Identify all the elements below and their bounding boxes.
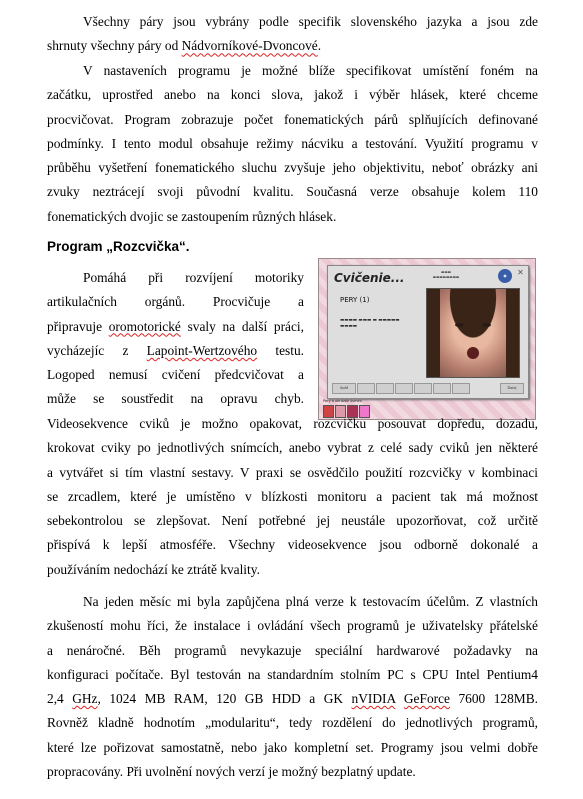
text-line: Logoped nemusí cvičení předcvičovat a — [47, 367, 304, 383]
text-line: artikulačních orgánů. Procvičuje a — [47, 294, 304, 310]
logo-icon: ◉ — [498, 269, 512, 283]
text-line: 2,4 GHz, 1024 MB RAM, 120 GB HDD a GK nVIDIA GeForce 7600 128MB. — [47, 691, 538, 707]
control-button[interactable] — [376, 383, 394, 394]
app-credits: ▬▬▬ ▬▬▬▬▬▬▬▬ — [432, 270, 460, 279]
spellcheck-word: Lapoint-Wertzového — [146, 342, 258, 358]
close-icon[interactable]: ✕ — [517, 268, 524, 277]
control-button[interactable] — [433, 383, 451, 394]
app-window — [327, 265, 529, 399]
back-button[interactable]: Späť — [332, 383, 356, 394]
thumbnail-caption: Pery a obrázok úsmev — [323, 399, 362, 403]
paragraph-2 — [47, 59, 538, 229]
text-line: Videosekvence cviků je možno opakovat, rozcvičku posouvat dopředu, dozadu, — [47, 416, 538, 431]
text-line: může se soustředit na opravu chyb. — [47, 391, 304, 407]
paragraph-4 — [47, 590, 538, 784]
text-line: připravuje oromotorické svaly na další práci, — [47, 318, 304, 334]
next-button[interactable]: Ďalej — [500, 383, 524, 394]
spellcheck-word: GeForce — [403, 691, 450, 707]
app-title: Cvičenie... — [334, 271, 405, 285]
text-line: procvičovat. Program zobrazuje počet fonematických párů splňujících definované — [47, 111, 538, 127]
program-screenshot — [318, 258, 536, 420]
text-line: používáním nedochází ke ztrátě kvality. — [47, 561, 260, 577]
spellcheck-word: GHz — [72, 691, 98, 707]
control-button[interactable] — [395, 383, 413, 394]
text-line: vycházejíc z Lapoint-Wertzového testu. — [47, 342, 304, 358]
text-line: Rovněž kladně hodnotím „modularitu“, tedy rozdělení do jednotlivých programů, — [47, 715, 538, 731]
eye-shape — [455, 323, 464, 327]
text-line: propracovány. Při uvolnění nových verzí je možný bezplatný update. — [47, 764, 416, 780]
text-line: podmínky. I tento modul obsahuje režimy nácviku a testování. Využití programu v — [47, 135, 538, 151]
text-line: a nenáročné. Běh programů nevykazuje speciální hardwarové požadavky na — [47, 642, 538, 658]
paragraph-1 — [47, 10, 538, 59]
text-line: přispívá k lepší atmosféře. Všechny videosekvence jsou odborně dokonalé a — [47, 537, 538, 553]
text-line: zkušeností mohu říci, že instalace i ovládání všech programů je uživatelsky přátelské — [47, 618, 538, 634]
control-bar — [332, 383, 524, 393]
control-button[interactable] — [357, 383, 375, 394]
control-button[interactable] — [452, 383, 470, 394]
exercise-word: PERY (1) — [340, 296, 370, 304]
text-line: sebekontrolou se zlepšovat. Není potřebné jej neustále upozorňovat, což určitě — [47, 513, 538, 529]
control-button[interactable] — [414, 383, 432, 394]
paragraph-3-continued — [47, 412, 538, 582]
text-line: se zrcadlem, které je umístěno v blízkosti monitoru a pacient tak má možnost — [47, 488, 538, 504]
exercise-instruction: ▬▬▬▬ ▬▬▬ ▬ ▬▬▬▬▬ ▬▬▬▬ — [340, 318, 400, 329]
spellcheck-word: nVIDIA — [351, 691, 396, 707]
spellcheck-word: oromotorické — [108, 318, 181, 334]
text-line: které lze pořizovat samostatně, nebo jako kompletní set. Programy jsou velmi dobře — [47, 739, 538, 755]
mouth-shape — [467, 347, 479, 359]
video-frame — [426, 288, 520, 378]
section-heading: Program „Rozcvička“. — [47, 239, 190, 254]
text-line: krokovat cviky po jednotlivých snímcích, anebo vybrat z celé sady cviků jen některé — [47, 440, 538, 456]
text-line: konfiguraci počítače. Byl testován na standardním stolním PC s CPU Intel Pentium4 — [47, 666, 538, 682]
text-line: začátku, uprostřed anebo na konci slova, jakož i výběr hlásek, které chceme — [47, 87, 538, 103]
text-line: V nastaveních programu je možné blíže specifikovat umístění foném na — [83, 63, 538, 78]
text-line: Pomáhá při rozvíjení motoriky — [83, 270, 304, 285]
text-line: průběhu vyšetření fonematického sluchu zvyšuje jeho objektivitu, neboť obrázky ani — [47, 160, 538, 176]
text-line: Všechny páry jsou vybrány podle specifik slovenského jazyka a jsou zde — [83, 14, 538, 29]
spellcheck-word: Nádvorníkové-Dvoncové — [181, 38, 318, 54]
text-line: zvuky neztrácejí svoji původní kvalitu. Současná verze obsahuje kolem 110 — [47, 184, 538, 200]
paragraph-3-wrapped — [47, 266, 304, 412]
text-line: fonematických dvojic se zastoupením různých hlásek. — [47, 208, 337, 224]
text-line: Na jeden měsíc mi byla zapůjčena plná verze k testovacím účelům. Z vlastních — [83, 594, 538, 609]
text-line: shrnuty všechny páry od Nádvorníkové-Dvoncové. — [47, 38, 322, 54]
hair-shape — [427, 289, 519, 377]
eye-shape — [482, 323, 491, 327]
text-line: a vytvářet si tím vlastní sestavy. V praxi se osvědčilo použití rozcvičky v kombinaci — [47, 464, 538, 480]
